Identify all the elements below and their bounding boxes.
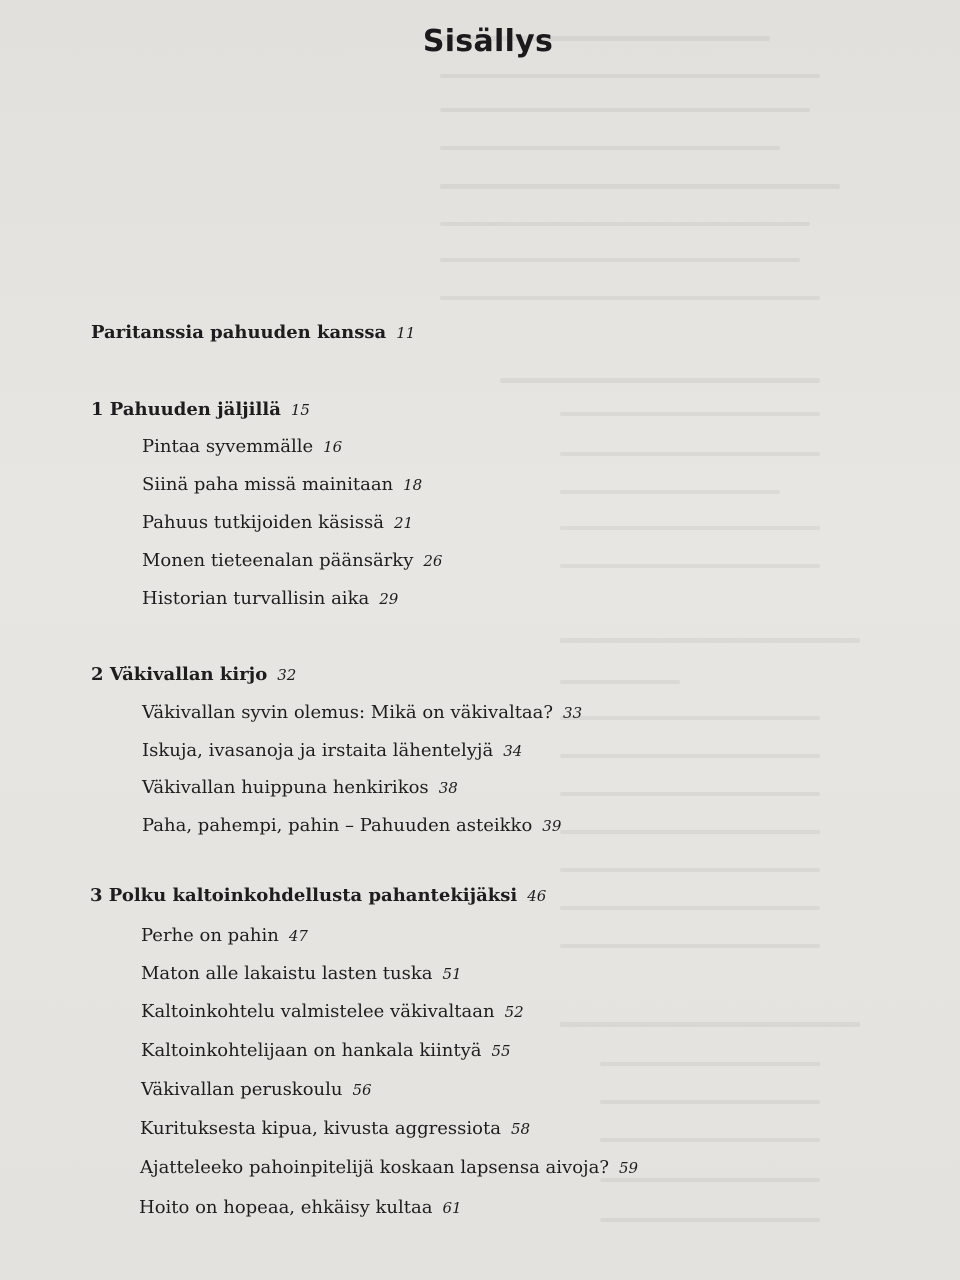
toc-entry-label: 3 Polku kaltoinkohdellusta pahantekijäksi [90, 885, 518, 906]
toc-entry-label: 1 Pahuuden jäljillä [91, 399, 281, 420]
toc-entry-label: Hoito on hopeaa, ehkäisy kultaa [139, 1197, 433, 1218]
toc-entry-label: 2 Väkivallan kirjo [91, 664, 268, 685]
toc-entry-label: Kaltoinkohtelijaan on hankala kiintyä [141, 1040, 482, 1061]
toc-page-number: 52 [504, 1003, 524, 1021]
toc-page-number: 21 [394, 514, 414, 532]
toc-section [141, 1040, 511, 1061]
toc-entry-label: Paritanssia pahuuden kanssa [91, 322, 387, 343]
toc-section [142, 815, 561, 836]
toc-section [142, 588, 398, 609]
toc-section [140, 1157, 638, 1178]
toc-page-number: 58 [510, 1120, 531, 1138]
toc-entry-label: Kaltoinkohtelu valmistelee väkivaltaan [141, 1001, 495, 1022]
toc-entry-label: Maton alle lakaistu lasten tuska [141, 963, 433, 984]
toc-section [141, 1001, 524, 1022]
toc-page-number: 55 [491, 1042, 511, 1060]
toc-page-number: 39 [542, 817, 562, 835]
toc-entry-label: Väkivallan syvin olemus: Mikä on väkivaltaa? [142, 702, 554, 723]
toc-page-number: 26 [423, 552, 443, 570]
toc-page-number: 38 [438, 779, 458, 797]
toc-page-number: 34 [503, 742, 523, 760]
toc-page-number: 51 [442, 965, 462, 983]
toc-page-number: 56 [352, 1081, 372, 1099]
toc-page-number: 59 [619, 1159, 639, 1177]
toc-section [141, 963, 462, 984]
toc-entry-label: Kurituksesta kipua, kivusta aggressiota [140, 1118, 501, 1139]
toc-page-number: 18 [403, 476, 423, 494]
toc-page-number: 61 [442, 1199, 462, 1217]
toc-entry-label: Väkivallan huippuna henkirikos [142, 777, 429, 798]
toc-page-number: 16 [323, 438, 343, 456]
toc-section [142, 777, 458, 798]
toc-intro-entry [91, 322, 415, 343]
toc-section [141, 925, 308, 946]
toc-page-number: 15 [290, 401, 310, 419]
toc-page-number: 29 [379, 590, 399, 608]
toc-section [142, 436, 342, 457]
toc-entry-label: Iskuja, ivasanoja ja irstaita lähentelyjä [142, 740, 494, 761]
toc-section [142, 550, 442, 571]
toc-section [142, 740, 522, 761]
toc-section [140, 1118, 530, 1139]
toc-section [142, 512, 413, 533]
toc-page-number: 47 [288, 927, 308, 945]
toc-page-number: 46 [527, 887, 547, 905]
toc-page-number: 33 [563, 704, 583, 722]
toc-entry-label: Historian turvallisin aika [142, 588, 370, 609]
toc-entry-label: Ajatteleeko pahoinpitelijä koskaan lapsensa aivoja? [140, 1157, 610, 1178]
toc-entry-label: Perhe on pahin [141, 925, 279, 946]
toc-section [142, 474, 422, 495]
toc-chapter-1 [91, 399, 310, 420]
toc-entry-label: Pahuus tutkijoiden käsissä [142, 512, 384, 533]
toc-entry-label: Monen tieteenalan päänsärky [142, 550, 414, 571]
toc-chapter-3 [90, 885, 546, 906]
toc-entry-label: Siinä paha missä mainitaan [142, 474, 394, 495]
toc-section [139, 1197, 462, 1218]
toc-entry-label: Pintaa syvemmälle [142, 436, 314, 457]
toc-section [141, 1079, 372, 1100]
toc-page-number: 32 [277, 666, 297, 684]
toc-section [142, 702, 582, 723]
toc-page-number: 11 [396, 324, 416, 342]
toc-chapter-2 [91, 664, 296, 685]
toc-entry-label: Paha, pahempi, pahin – Pahuuden asteikko [142, 815, 533, 836]
page-title: Sisällys [422, 24, 554, 59]
toc-entry-label: Väkivallan peruskoulu [141, 1079, 343, 1100]
